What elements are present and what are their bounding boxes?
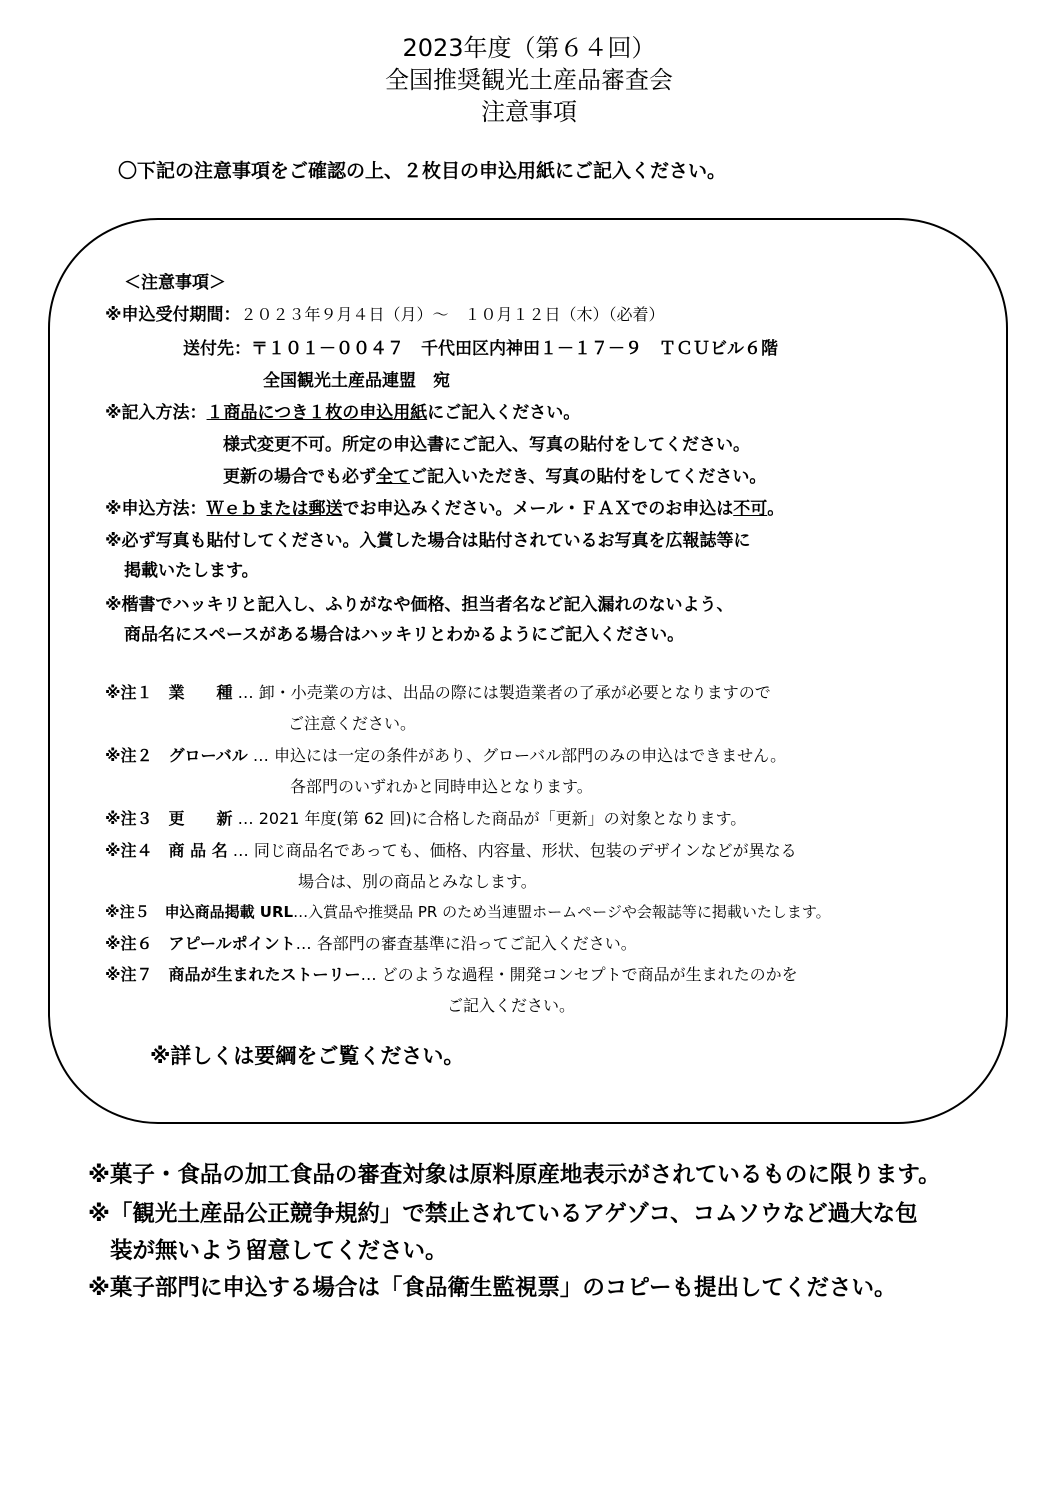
- note-6-text: 各部門の審査基準に沿ってご記入ください。: [316, 934, 637, 953]
- note-5-text: 入賞品や推奨品 PR のため当連盟ホームページや会報誌等に掲載いたします。: [308, 903, 831, 921]
- photo-note-1: ※必ず写真も貼付してください。入賞した場合は貼付されているお写真を広報誌等に: [105, 531, 751, 551]
- note-2-label: ※注２ グローバル: [105, 746, 248, 765]
- note-6: [105, 931, 637, 954]
- apply-method-web-or-mail: Ｗｅｂまたは郵送: [206, 499, 343, 519]
- note-7: [105, 962, 798, 985]
- fill-method-row: [105, 398, 580, 423]
- note-7-label: ※注７ 商品が生まれたストーリー: [105, 965, 361, 984]
- photo-note-2: 掲載いたします。: [124, 561, 259, 581]
- document-title-event: 全国推奨観光土産品審査会: [385, 66, 673, 94]
- note-4: [105, 838, 797, 861]
- note-7-dots: …: [360, 965, 377, 984]
- destination-address: 〒１０１－００４７ 千代田区内神田１－１７－９ ＴＣＵビル６階: [251, 339, 778, 359]
- note-1-text-cont: ご注意ください。: [288, 714, 417, 733]
- apply-method-row: [105, 494, 784, 519]
- period-label: ※申込受付期間：: [105, 305, 241, 325]
- intro-text: 〇下記の注意事項をご確認の上、２枚目の申込用紙にご記入ください。: [118, 160, 727, 182]
- note-5-dots: …: [293, 903, 309, 921]
- note-6-dots: …: [295, 934, 312, 953]
- apply-method-text: でお申込みください。メール・ＦＡＸでのお申込は: [342, 499, 734, 519]
- note-1-label: ※注１ 業 種: [105, 683, 233, 702]
- note-4-dots: …: [232, 841, 249, 860]
- destination-recipient: 全国観光土産品連盟 宛: [263, 371, 450, 391]
- note-7-text-cont: ご記入ください。: [447, 996, 576, 1015]
- note-6-label: ※注６ アピールポイント: [105, 934, 296, 953]
- fill-method-renewal: [223, 462, 766, 487]
- note-3: [105, 806, 746, 829]
- note-2-text-cont: 各部門のいずれかと同時申込となります。: [290, 777, 593, 796]
- note-1-dots: …: [237, 683, 254, 702]
- notice-heading: ＜注意事項＞: [124, 273, 226, 293]
- footer-note-hygiene: ※菓子部門に申込する場合は「食品衛生監視票」のコピーも提出してください。: [88, 1275, 897, 1301]
- fill-method-renewal-c: ご記入いただき、写真の貼付をしてください。: [410, 467, 767, 487]
- see-guidelines: ※詳しくは要綱をご覧ください。: [150, 1044, 465, 1068]
- fill-method-one-per-item: １商品につき１枚の申込用紙: [206, 403, 428, 423]
- fill-method-format: 様式変更不可。所定の申込書にご記入、写真の貼付をしてください。: [223, 435, 750, 455]
- footer-note-origin: ※菓子・食品の加工食品の審査対象は原料原産地表示がされているものに限ります。: [88, 1162, 941, 1188]
- note-3-dots: …: [237, 809, 254, 828]
- block-letter-note-1: ※楷書でハッキリと記入し、ふりがなや価格、担当者名など記入漏れのないよう、: [105, 595, 734, 615]
- note-5-label: ※注５ 申込商品掲載 URL: [105, 903, 294, 921]
- document-title-notice: 注意事項: [481, 98, 577, 126]
- note-3-text: 2021 年度(第 62 回)に合格した商品が「更新」の対象となります。: [258, 809, 747, 828]
- note-2: [105, 743, 786, 766]
- note-1: [105, 680, 771, 703]
- note-4-label: ※注４ 商 品 名: [105, 841, 228, 860]
- note-7-text: どのような過程・開発コンセプトで商品が生まれたのかを: [381, 965, 798, 984]
- fill-method-renewal-all: 全て: [376, 467, 410, 487]
- fill-method-one-per-item-tail: にご記入ください。: [427, 403, 581, 423]
- fill-method-renewal-a: 更新の場合でも必ず: [223, 467, 376, 487]
- apply-method-label: ※申込方法：: [105, 499, 207, 519]
- note-4-text: 同じ商品名であっても、価格、内容量、形状、包装のデザインなどが異なる: [253, 841, 797, 860]
- destination-row: [183, 334, 778, 359]
- fill-method-label: ※記入方法：: [105, 403, 207, 423]
- apply-method-end: 。: [767, 499, 785, 519]
- note-2-text: 申込には一定の条件があり、グローバル部門のみの申込はできません。: [273, 746, 787, 765]
- note-3-label: ※注３ 更 新: [105, 809, 233, 828]
- note-1-text: 卸・小売業の方は、出品の際には製造業者の了承が必要となりますので: [258, 683, 771, 702]
- note-4-text-cont: 場合は、別の商品とみなします。: [298, 872, 537, 891]
- apply-method-not-allowed: 不可: [733, 499, 768, 519]
- note-2-dots: …: [252, 746, 269, 765]
- destination-label: 送付先：: [183, 339, 251, 359]
- footer-note-packaging-1: ※「観光土産品公正競争規約」で禁止されているアゲゾコ、コムソウなど過大な包: [88, 1201, 918, 1227]
- footer-note-packaging-2: 装が無いよう留意してください。: [110, 1238, 448, 1264]
- block-letter-note-2: 商品名にスペースがある場合はハッキリとわかるようにご記入ください。: [124, 625, 685, 645]
- document-title-year: 2023年度（第６４回）: [402, 34, 656, 62]
- period-row: [105, 300, 665, 325]
- note-5: [105, 901, 831, 922]
- period-value: ２０２３年９月４日（月）～ １０月１２日（木）（必着）: [240, 305, 665, 324]
